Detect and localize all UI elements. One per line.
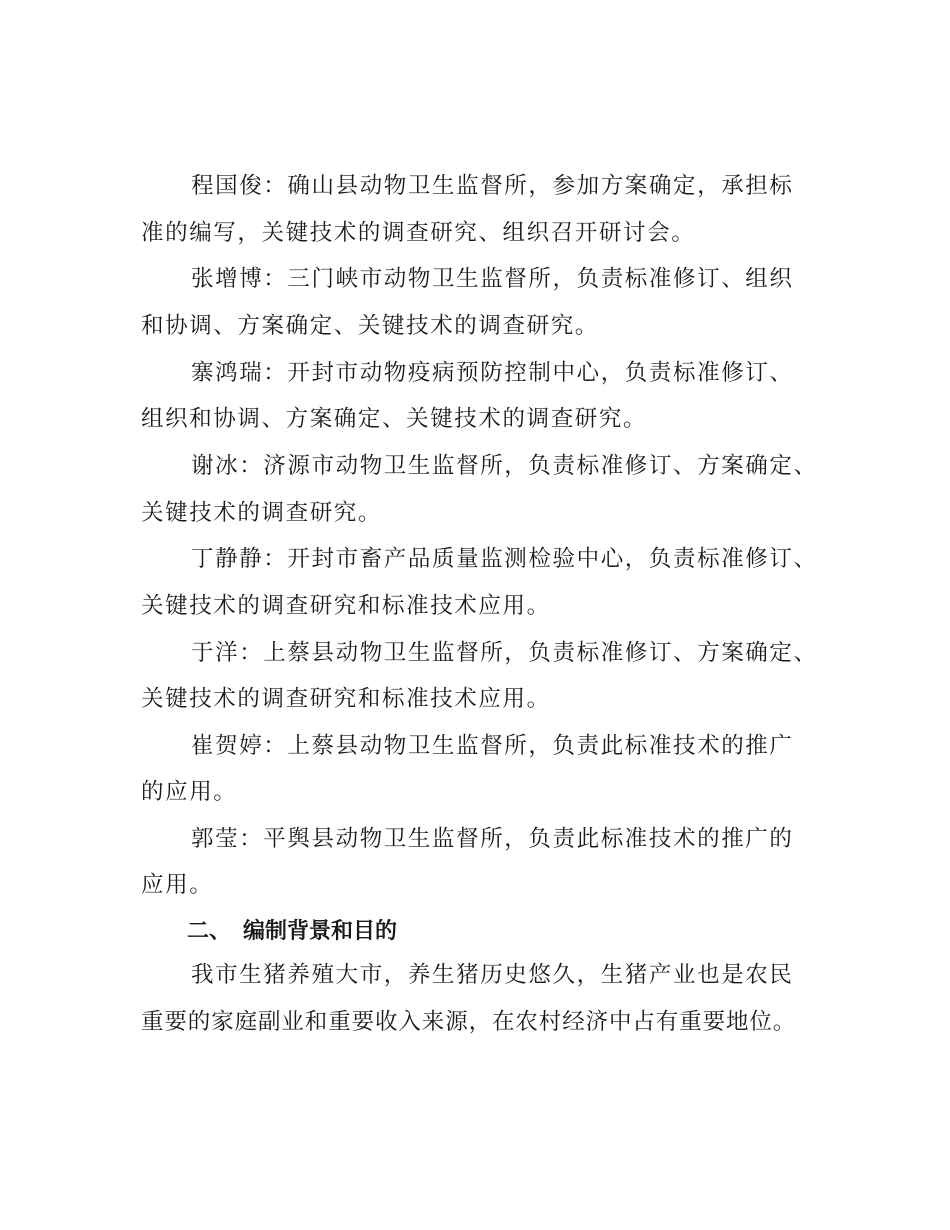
paragraph-3-line-2: 组织和协调、方案确定、关键技术的调查研究。	[141, 406, 648, 432]
section-title: 编制背景和目的	[243, 919, 398, 944]
paragraph-3-line-1: 寨鸿瑞：开封市动物疫病预防控制中心，负责标准修订、	[191, 360, 794, 386]
paragraph-8-line-1: 郭莹：平舆县动物卫生监督所，负责此标准技术的推广的	[191, 826, 794, 852]
section-number: 二、	[187, 919, 232, 944]
paragraph-1-line-1: 程国俊：确山县动物卫生监督所，参加方案确定，承担标	[191, 173, 794, 199]
paragraph-2-line-2: 和协调、方案确定、关键技术的调查研究。	[141, 313, 599, 339]
paragraph-5-line-1: 丁静静：开封市畜产品质量监测检验中心，负责标准修订、	[191, 546, 818, 572]
closing-paragraph-line-1: 我市生猪养殖大市，养生猪历史悠久，生猪产业也是农民	[191, 962, 794, 988]
paragraph-6-line-1: 于洋：上蔡县动物卫生监督所，负责标准修订、方案确定、	[191, 640, 818, 666]
paragraph-4-line-1: 谢冰：济源市动物卫生监督所，负责标准修订、方案确定、	[191, 453, 818, 479]
paragraph-4-line-2: 关键技术的调查研究。	[141, 500, 383, 526]
paragraph-2-line-1: 张增博：三门峡市动物卫生监督所，负责标准修订、组织	[191, 266, 794, 292]
section-heading	[187, 909, 397, 955]
paragraph-8-line-2: 应用。	[141, 872, 214, 898]
paragraph-1-line-2: 准的编写，关键技术的调查研究、组织召开研讨会。	[141, 220, 696, 246]
paragraph-6-line-2: 关键技术的调查研究和标准技术应用。	[141, 686, 551, 712]
closing-paragraph-line-2: 重要的家庭副业和重要收入来源，在农村经济中占有重要地位。	[141, 1009, 797, 1035]
paragraph-5-line-2: 关键技术的调查研究和标准技术应用。	[141, 593, 551, 619]
paragraph-7-line-1: 崔贺婷：上蔡县动物卫生监督所，负责此标准技术的推广	[191, 733, 794, 759]
paragraph-7-line-2: 的应用。	[141, 779, 238, 805]
